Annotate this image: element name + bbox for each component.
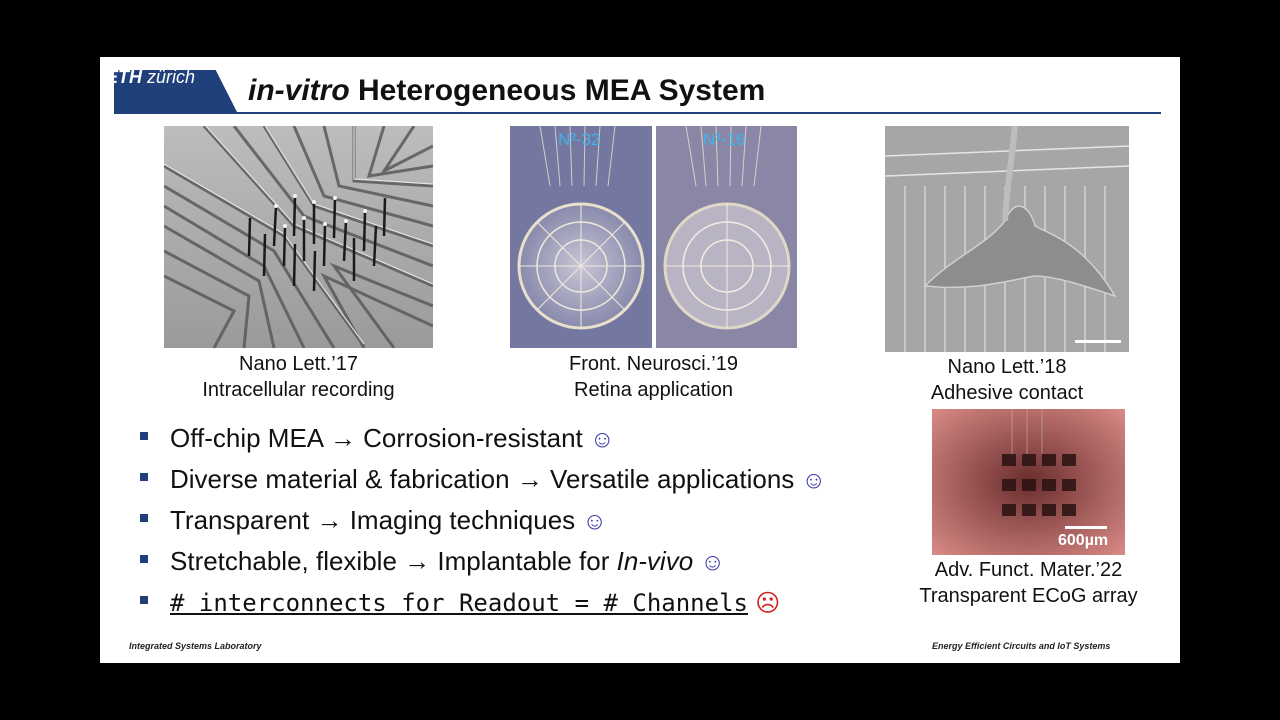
eth-logo-text bbox=[106, 67, 195, 88]
figure3-caption bbox=[885, 354, 1129, 406]
slide-title bbox=[248, 74, 765, 108]
bullet-marker bbox=[140, 473, 148, 481]
figure-ecog-array bbox=[932, 409, 1125, 555]
smiley-icon: ☺ bbox=[801, 467, 827, 494]
figure4-ref: Adv. Funct. Mater.’22 bbox=[934, 559, 1123, 581]
smiley-icon: ☺ bbox=[700, 549, 725, 576]
bullet-item bbox=[140, 546, 725, 577]
figure4-caption bbox=[900, 557, 1157, 609]
bullet-text: Diverse material & fabrication bbox=[170, 464, 510, 494]
bullet-italic: In-vivo bbox=[616, 546, 694, 576]
slide bbox=[100, 57, 1180, 663]
figure3-ref: Nano Lett.’18 bbox=[947, 356, 1067, 378]
array-label-32: N³-32 bbox=[558, 130, 601, 149]
figure4-desc: Transparent ECoG array bbox=[919, 585, 1138, 607]
figure2-ref: Front. Neurosci.’19 bbox=[569, 353, 738, 375]
bullet-text: Transparent bbox=[170, 505, 310, 535]
bullet-result: Imaging techniques bbox=[349, 505, 576, 535]
footer-lab: Integrated Systems Laboratory bbox=[129, 641, 262, 651]
bullet-item bbox=[140, 464, 826, 495]
figure1-ref: Nano Lett.’17 bbox=[239, 353, 358, 375]
bullet-item bbox=[140, 423, 615, 454]
title-underline bbox=[114, 112, 1161, 114]
figure-nanopillar-sem bbox=[164, 126, 433, 348]
logo-zurich: zürich bbox=[147, 67, 196, 87]
bullet-text: Stretchable, flexible bbox=[170, 546, 397, 576]
bullet-result: Versatile applications bbox=[550, 464, 795, 494]
array-label-16: N³-16 bbox=[703, 130, 746, 149]
ecog-scale-label: 600µm bbox=[1058, 532, 1109, 549]
figure-cell-adhesion-sem bbox=[885, 126, 1129, 352]
arrow-icon: → bbox=[404, 546, 431, 576]
figure2-caption bbox=[510, 351, 797, 403]
bullet-result: Corrosion-resistant bbox=[363, 423, 583, 453]
footer-group: Energy Efficient Circuits and IoT Systems bbox=[932, 641, 1111, 651]
smiley-icon: ☺ bbox=[582, 508, 607, 535]
title-italic: in-vitro bbox=[248, 74, 350, 107]
title-text: Heterogeneous MEA System bbox=[349, 74, 766, 107]
arrow-icon: → bbox=[329, 423, 356, 453]
arrow-icon: → bbox=[316, 505, 343, 535]
bullet-marker bbox=[140, 514, 148, 522]
figure-retina-mea bbox=[510, 126, 797, 348]
arrow-icon: → bbox=[516, 464, 543, 494]
figure3-desc: Adhesive contact bbox=[930, 382, 1084, 404]
figure1-caption bbox=[164, 351, 433, 403]
bullet-marker bbox=[140, 596, 148, 604]
figure1-desc: Intracellular recording bbox=[202, 379, 395, 401]
bullet-text: Off-chip MEA bbox=[170, 423, 323, 453]
bullet-text: # interconnects for Readout = # Channels bbox=[170, 589, 748, 617]
smiley-icon: ☺ bbox=[590, 426, 615, 453]
bullet-item bbox=[140, 505, 607, 536]
bullet-result: Implantable for bbox=[437, 546, 617, 576]
bullet-marker bbox=[140, 555, 148, 563]
frown-icon: ☹ bbox=[755, 590, 781, 617]
figure2-desc: Retina application bbox=[574, 379, 733, 401]
bullet-item bbox=[140, 587, 780, 618]
bullet-marker bbox=[140, 432, 148, 440]
logo-eth: ETH bbox=[106, 67, 142, 87]
